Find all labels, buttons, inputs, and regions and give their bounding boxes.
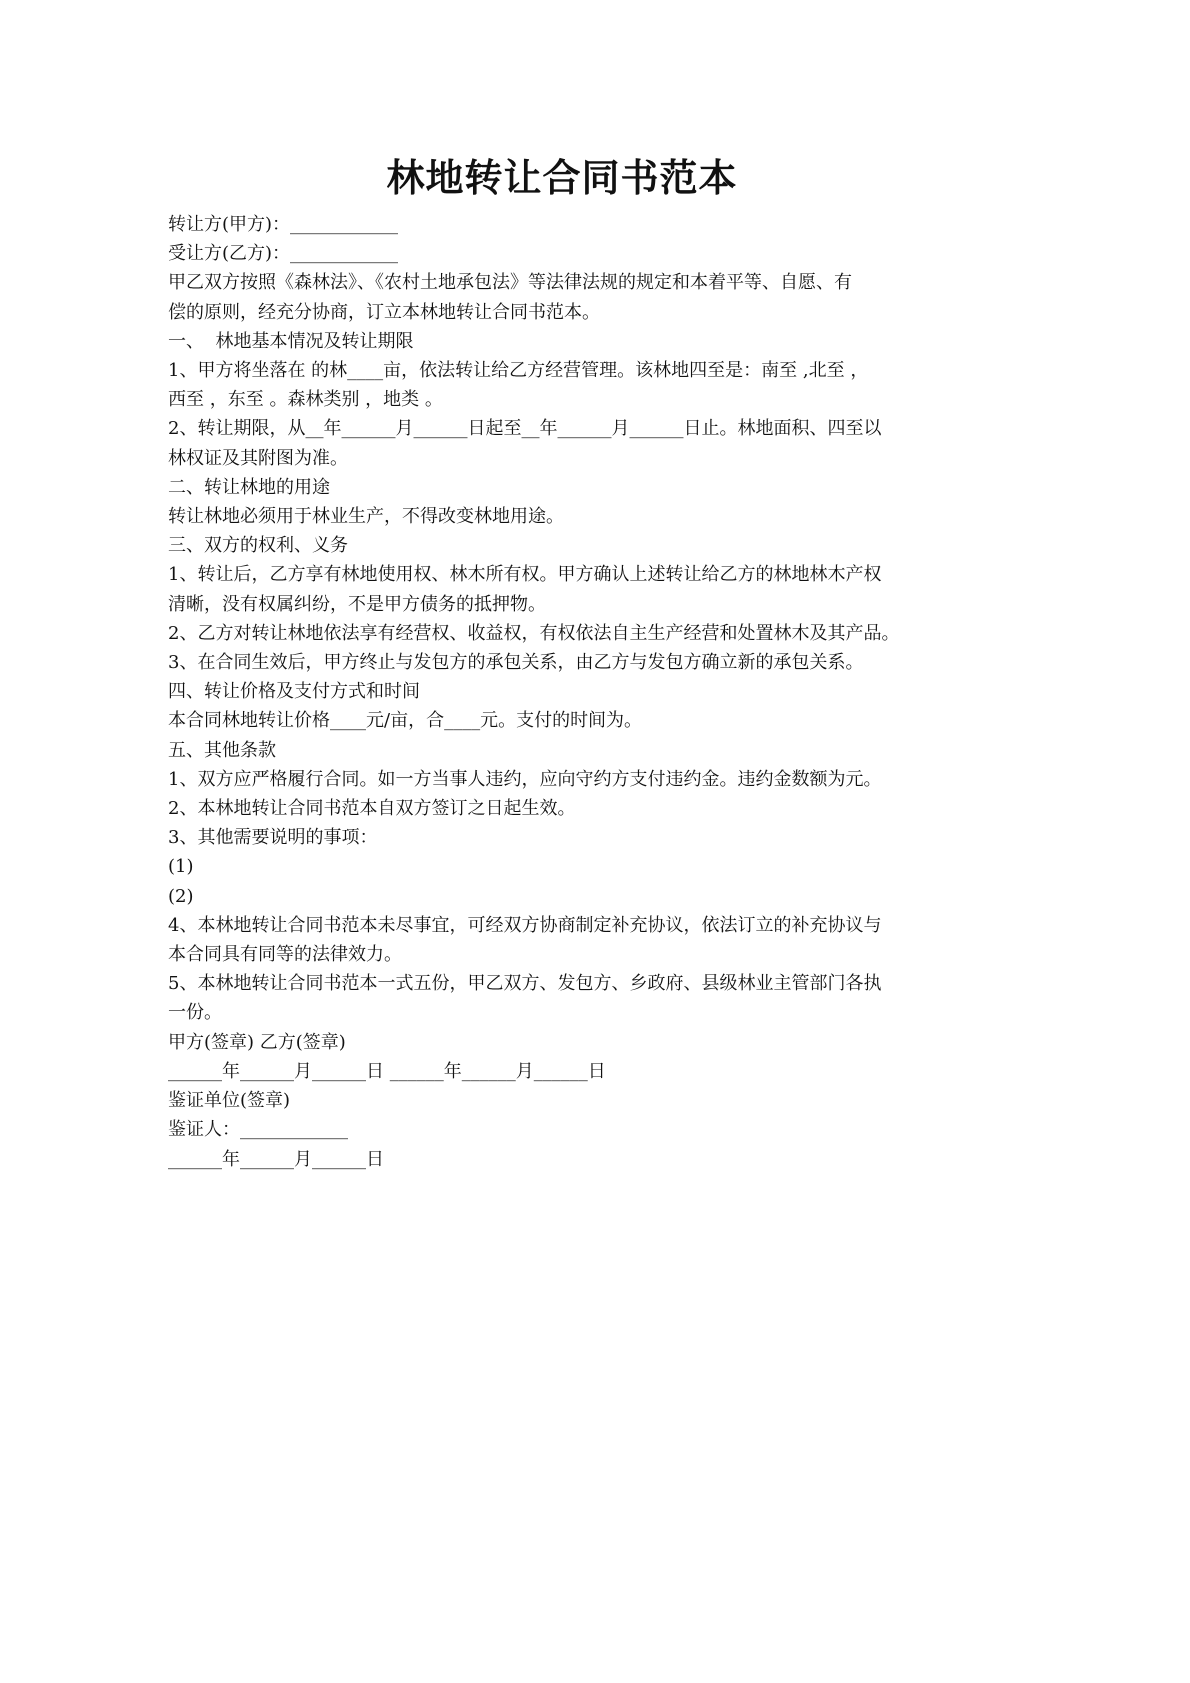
clause-1-1-line-1: 1、甲方将坐落在 的林____亩，依法转让给乙方经营管理。该林地四至是：南至 ,北至 ， <box>168 360 869 382</box>
signature-dates: ______年______月______日 ______年______月______日 <box>168 1060 606 1082</box>
preamble-line-2: 偿的原则，经充分协商，订立本林地转让合同书范本。 <box>168 301 600 323</box>
certifier-line: 鉴证人：____________ <box>168 1119 348 1141</box>
section-5-heading: 五、其他条款 <box>168 739 276 761</box>
clause-1-2-line-1: 2、转让期限，从__年______月______日起至__年______月______日止。林地面积、四至以 <box>168 418 882 440</box>
clause-5-5-line-2: 一份。 <box>168 1002 222 1024</box>
clause-3-3: 3、在合同生效后，甲方终止与发包方的承包关系，由乙方与发包方确立新的承包关系。 <box>168 652 864 674</box>
clause-1-1-line-2: 西至 ，东至 。森林类别 ，地类 。 <box>168 389 443 411</box>
clause-4-text: 本合同林地转让价格____元/亩，合____元。支付的时间为。 <box>168 710 643 732</box>
section-4-heading: 四、转让价格及支付方式和时间 <box>168 681 420 703</box>
transferor-line: 转让方(甲方)：____________ <box>168 214 399 235</box>
clause-2-text: 转让林地必须用于林业生产，不得改变林地用途。 <box>168 506 564 528</box>
section-1-heading: 一、 林地基本情况及转让期限 <box>168 330 414 352</box>
clause-3-2: 2、乙方对转让林地依法享有经营权、收益权，有权依法自主生产经营和处置林木及其产品。 <box>168 622 900 644</box>
signature-parties: 甲方(签章) 乙方(签章) <box>168 1031 346 1053</box>
preamble-line-1: 甲乙双方按照《森林法》、《农村土地承包法》等法律法规的规定和本着平等、自愿、有 <box>168 272 852 294</box>
certifying-unit: 鉴证单位(签章) <box>168 1090 291 1112</box>
clause-5-3-item-1: (1) <box>168 856 194 878</box>
clause-5-4-line-2: 本合同具有同等的法律效力。 <box>168 944 402 966</box>
clause-5-4-line-1: 4、本林地转让合同书范本未尽事宜，可经双方协商制定补充协议，依法订立的补充协议与 <box>168 914 882 936</box>
clause-5-5-line-1: 5、本林地转让合同书范本一式五份，甲乙双方、发包方、乡政府、县级林业主管部门各执 <box>168 973 882 995</box>
clause-5-1: 1、双方应严格履行合同。如一方当事人违约，应向守约方支付违约金。违约金数额为元。 <box>168 768 882 790</box>
document-title: 林地转让合同书范本 <box>386 156 738 200</box>
clause-1-2-line-2: 林权证及其附图为准。 <box>168 447 348 469</box>
clause-3-1-line-2: 清晰，没有权属纠纷，不是甲方债务的抵押物。 <box>168 593 546 615</box>
section-3-heading: 三、双方的权利、义务 <box>168 535 348 557</box>
clause-5-3: 3、其他需要说明的事项： <box>168 827 378 849</box>
document-page <box>168 150 968 1174</box>
section-2-heading: 二、转让林地的用途 <box>168 476 330 498</box>
clause-5-2: 2、本林地转让合同书范本自双方签订之日起生效。 <box>168 798 576 820</box>
clause-3-1-line-1: 1、转让后，乙方享有林地使用权、林木所有权。甲方确认上述转让给乙方的林地林木产权 <box>168 564 882 586</box>
clause-5-3-item-2: (2) <box>168 885 194 907</box>
certifier-date: ______年______月______日 <box>168 1148 384 1170</box>
transferee-line: 受让方(乙方)：____________ <box>168 243 399 265</box>
